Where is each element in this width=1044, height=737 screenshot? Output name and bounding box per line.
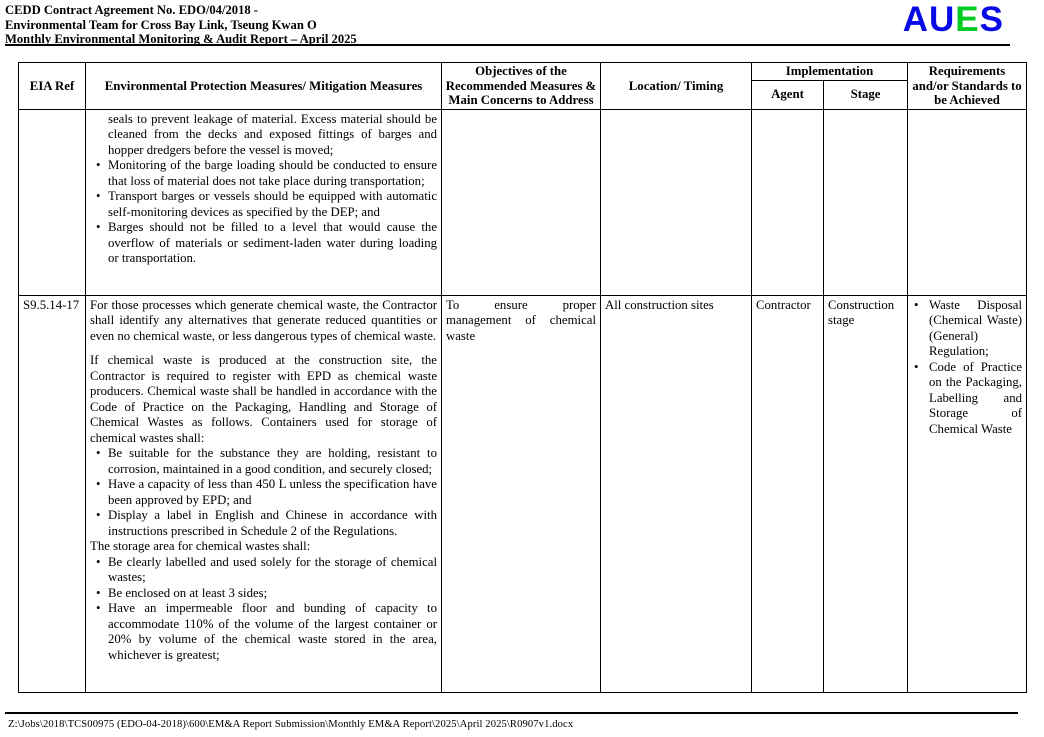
bullet-item bbox=[96, 158, 437, 189]
bullet-text: Have an impermeable floor and bunding of capacity to accommodate 110% of the volume of the largest container or 20% by volume of the chemical waste stored in the area, whichever is greatest; bbox=[108, 601, 437, 662]
bullet-item bbox=[914, 298, 1022, 360]
bullet-text: Be clearly labelled and used solely for the storage of chemical wastes; bbox=[108, 554, 437, 585]
bullet-text: Transport barges or vessels should be equipped with automatic self-monitoring devices as specified by the DEP; and bbox=[108, 189, 437, 219]
bullet-icon: • bbox=[96, 508, 101, 523]
table-body bbox=[19, 109, 1027, 692]
eia-ref-cell bbox=[19, 109, 86, 295]
bullet-text: Display a label in English and Chinese in accordance with instructions prescribed in Schedule 2 of the Regulations. bbox=[108, 508, 437, 538]
header-divider bbox=[5, 44, 1010, 46]
footer-divider bbox=[5, 712, 1018, 714]
eia-ref-cell: S9.5.14-17 bbox=[19, 295, 86, 692]
col-header-measures: Environmental Protection Measures/ Mitigation Measures bbox=[86, 63, 442, 110]
bullet-icon: • bbox=[96, 585, 101, 600]
footer-file-path: Z:\Jobs\2018\TCS00975 (EDO-04-2018)\600\EM&A Report Submission\Monthly EM&A Report\2025\April 2025\R0907v1.docx bbox=[8, 719, 574, 730]
requirements-cell bbox=[908, 109, 1027, 295]
measures-cell bbox=[86, 109, 442, 295]
col-header-implementation: Implementation bbox=[752, 63, 908, 81]
stage-cell bbox=[824, 109, 908, 295]
bullet-item bbox=[96, 601, 437, 663]
col-header-eia-ref: EIA Ref bbox=[19, 63, 86, 110]
bullet-item bbox=[914, 360, 1022, 438]
bullet-item bbox=[96, 477, 437, 508]
logo-letter-s: S bbox=[979, 0, 1004, 39]
bullet-icon: • bbox=[96, 158, 101, 173]
bullet-item bbox=[96, 586, 437, 602]
bullet-text: Be suitable for the substance they are holding, resistant to corrosion, maintained in a good condition, and securely closed; bbox=[108, 446, 437, 476]
header-line-team: Environmental Team for Cross Bay Link, Tseung Kwan O bbox=[5, 17, 317, 32]
col-header-requirements: Requirements and/or Standards to be Achieved bbox=[908, 63, 1027, 110]
bullet-icon: • bbox=[96, 477, 101, 492]
bullet-icon: • bbox=[914, 359, 919, 374]
bullet-text: Code of Practice on the Packaging, Labelling and Storage of Chemical Waste bbox=[929, 359, 1023, 436]
bullet-text: Barges should not be filled to a level that would cause the overflow of materials or sediment-laden water during loading or transportation. bbox=[108, 220, 437, 266]
bullet-item bbox=[96, 555, 437, 586]
col-header-objectives: Objectives of the Recommended Measures & Main Concerns to Address bbox=[442, 63, 601, 110]
bullet-item bbox=[96, 220, 437, 267]
agent-cell bbox=[752, 109, 824, 295]
bullet-icon: • bbox=[96, 446, 101, 461]
col-header-stage: Stage bbox=[824, 80, 908, 109]
bullet-item bbox=[96, 189, 437, 220]
bullet-text: Be enclosed on at least 3 sides; bbox=[108, 585, 268, 600]
location-cell bbox=[601, 109, 752, 295]
measures-text-p: If chemical waste is produced at the construction site, the Contractor is required to register with EPD as chemical waste producers. Chemical waste shall be handled in accordance with the Code of Practice on the Packaging, Handling and Storage of Chemical Wastes as follows. Containers used for storage of chemical wastes shall: bbox=[90, 353, 437, 445]
measures-text-cont: seals to prevent leakage of material. Excess material should be cleaned from the decks and exposed fittings of barges and hopper dredgers before the vessel is moved; bbox=[108, 111, 437, 157]
stage-cell: Construction stage bbox=[824, 295, 908, 692]
mitigation-measures-table bbox=[18, 62, 1027, 693]
logo-letter-e: E bbox=[955, 0, 980, 39]
document-header bbox=[5, 3, 357, 47]
bullet-text: Have a capacity of less than 450 L unless the specification have been approved by EPD; and bbox=[108, 477, 437, 507]
bullet-text: Monitoring of the barge loading should be conducted to ensure that loss of material does not take place during transportation; bbox=[108, 158, 437, 188]
bullet-icon: • bbox=[914, 297, 919, 312]
bullet-text: Waste Disposal (Chemical Waste) (General) Regulation; bbox=[929, 297, 1023, 359]
bullet-icon: • bbox=[96, 601, 101, 616]
agent-cell: Contractor bbox=[752, 295, 824, 692]
logo-letters-au: AU bbox=[902, 0, 956, 39]
col-header-agent: Agent bbox=[752, 80, 824, 109]
header-line-report: Monthly Environmental Monitoring & Audit Report – April 2025 bbox=[5, 32, 357, 47]
table-header bbox=[19, 63, 1027, 110]
bullet-icon: • bbox=[96, 220, 101, 235]
bullet-item bbox=[96, 508, 437, 539]
measures-text-plain: The storage area for chemical wastes shall: bbox=[90, 539, 311, 554]
objectives-cell bbox=[442, 109, 601, 295]
table-row bbox=[19, 109, 1027, 295]
col-header-location: Location/ Timing bbox=[601, 63, 752, 110]
location-cell: All construction sites bbox=[601, 295, 752, 692]
measures-text-p: For those processes which generate chemical waste, the Contractor shall identify any alternatives that generate reduced quantities or even no chemical waste, or less dangerous types of chemical waste. bbox=[90, 297, 437, 343]
objectives-cell: To ensure proper management of chemical waste bbox=[442, 295, 601, 692]
header-line-contract: CEDD Contract Agreement No. EDO/04/2018 - bbox=[5, 3, 259, 17]
measures-cell bbox=[86, 295, 442, 692]
bullet-icon: • bbox=[96, 554, 101, 569]
table-row bbox=[19, 295, 1027, 692]
bullet-item bbox=[96, 446, 437, 477]
aues-logo bbox=[903, 1, 1004, 39]
bullet-icon: • bbox=[96, 189, 101, 204]
requirements-cell bbox=[908, 295, 1027, 692]
